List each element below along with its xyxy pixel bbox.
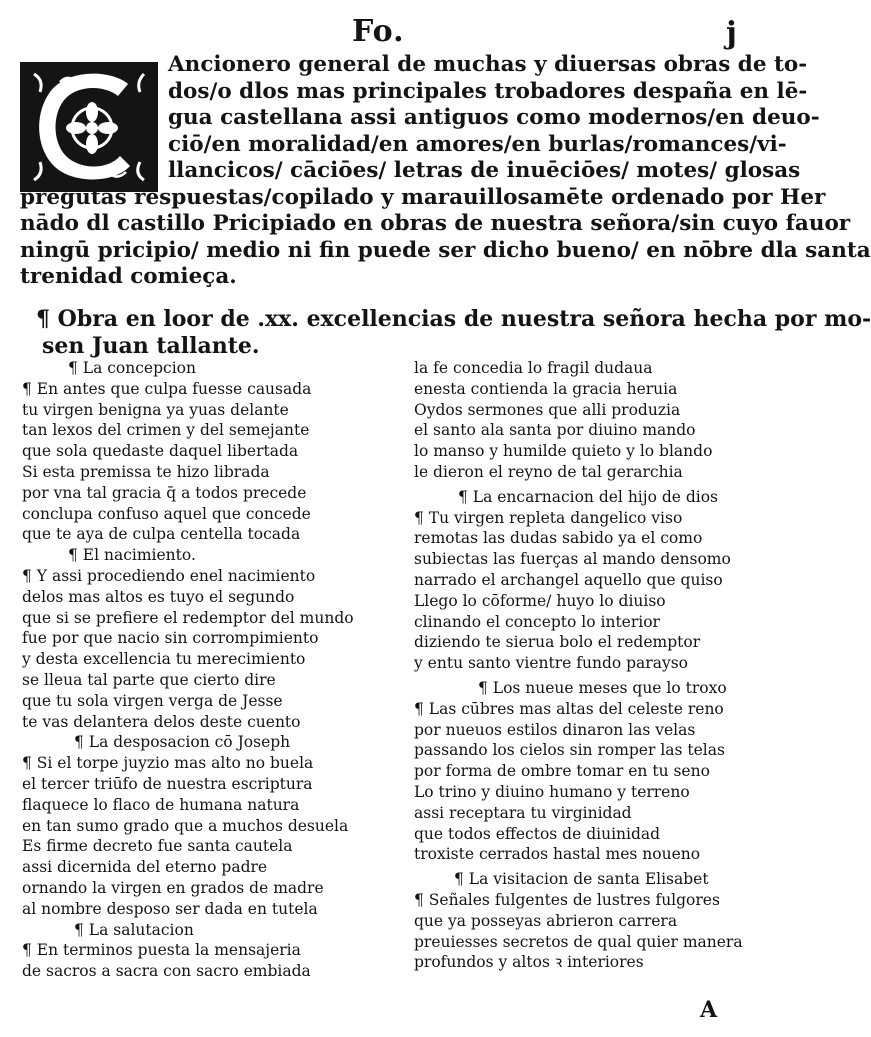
- verse-line: que todos effectos de diuinidad: [414, 824, 661, 843]
- verse-line: ¶ Y assi procediendo enel nacimiento: [22, 566, 316, 585]
- verse-line: assi receptara tu virginidad: [414, 803, 632, 822]
- verse-line: Lo trino y diuino humano y terreno: [414, 782, 690, 801]
- section-heading: ¶ La salutacion: [74, 920, 194, 939]
- intro-line: gua castellana assi antiguos como modernos/en deuo-: [168, 105, 820, 130]
- verse-line: ¶ Las cūbres mas altas del celeste reno: [414, 699, 724, 718]
- verse-line: enesta contienda la gracia heruia: [414, 379, 678, 398]
- verse-line: el tercer triūfo de nuestra escriptura: [22, 774, 313, 793]
- section-heading: ¶ La concepcion: [68, 359, 196, 377]
- verse-line: ¶ Tu virgen repleta dangelico viso: [414, 508, 683, 527]
- intro-line: llancicos/ cāciōes/ letras de inuēciōes/ motes/ glosas: [168, 158, 801, 183]
- verse-line: subiectas las fuerças al mando densomo: [414, 550, 731, 569]
- verse-line: clinando el concepto lo interior: [414, 612, 660, 631]
- verse-line: tan lexos del crimen y del semejante: [22, 421, 310, 440]
- verse-line: el santo ala santa por diuino mando: [414, 421, 696, 440]
- verse-line: tu virgen benigna ya yuas delante: [22, 400, 289, 419]
- right-column: [414, 358, 744, 973]
- verse-line: passando los cielos sin romper las telas: [414, 741, 725, 760]
- intro-line: ningū pricipio/ medio ni fin puede ser dicho bueno/ en nōbre dla santa: [20, 237, 871, 263]
- verse-line: que te aya de culpa centella tocada: [22, 525, 301, 544]
- section-heading: ¶ El nacimiento.: [68, 546, 196, 565]
- verse-line: ¶ Si el torpe juyzio mas alto no buela: [22, 754, 314, 773]
- verse-line: flaquece lo flaco de humana natura: [22, 795, 300, 814]
- left-column: [22, 358, 382, 982]
- verse-line: por forma de ombre tomar en tu seno: [414, 762, 710, 781]
- verse-line: narrado el archangel aquello que quiso: [414, 570, 723, 589]
- section-heading: ¶ Los nueue meses que lo troxo: [478, 678, 727, 697]
- intro-line: dos/o dlos mas principales trobadores despaña en lē-: [168, 78, 808, 104]
- verse-line: se lleua tal parte que cierto dire: [22, 670, 276, 689]
- folio-number: j: [726, 16, 737, 51]
- verse-line: preuiesses secretos de qual quier manera: [414, 932, 743, 951]
- verse-line: te vas delantera delos deste cuento: [22, 712, 301, 731]
- verse-line: que ya posseyas abrieron carrera: [414, 911, 678, 930]
- verse-line: troxiste cerrados hastal mes noueno: [414, 845, 701, 864]
- verse-line: fue por que nacio sin corrompimiento: [22, 629, 319, 648]
- verse-line: la fe concedia lo fragil dudaua: [414, 359, 653, 377]
- verse-line: ¶ En terminos puesta la mensajeria: [22, 941, 301, 960]
- work-title-line: ¶ Obra en loor de .xx. excellencias de nuestra señora hecha por mo-: [36, 306, 871, 332]
- intro-line: pregūtas respuestas/copilado y marauillosamēte ordenado por Her: [20, 184, 826, 210]
- verse-line: diziendo te sierua bolo el redemptor: [414, 633, 701, 652]
- intro-line: nādo dl castillo Pricipiado en obras de nuestra señora/sin cuyo fauor: [20, 211, 851, 236]
- verse-line: al nombre desposo ser dada en tutela: [22, 899, 318, 918]
- section-heading: ¶ La encarnacion del hijo de dios: [458, 487, 719, 506]
- verse-line: ¶ En antes que culpa fuesse causada: [22, 379, 312, 398]
- verse-line: por nueuos estilos dinaron las velas: [414, 720, 696, 739]
- section-heading: ¶ La visitacion de santa Elisabet: [454, 870, 709, 889]
- intro-line: ciō/en moralidad/en amores/en burlas/romances/vi-: [168, 131, 787, 157]
- incipit-paragraph: [20, 52, 871, 291]
- verse-line: Es firme decreto fue santa cautela: [22, 837, 293, 856]
- verse-line: que tu sola virgen verga de Jesse: [22, 691, 283, 710]
- verse-line: que si se prefiere el redemptor del mundo: [22, 608, 354, 627]
- section-heading: ¶ La desposacion cō Joseph: [74, 733, 291, 752]
- verse-line: ¶ Señales fulgentes de lustres fulgores: [414, 890, 720, 909]
- signature-mark: A: [700, 997, 718, 1023]
- verse-line: Llego lo cōforme/ huyo lo diuiso: [414, 591, 666, 610]
- verse-line: en tan sumo grado que a muchos desuela: [22, 816, 349, 835]
- verse-line: que sola quedaste daquel libertada: [22, 442, 299, 461]
- verse-line: delos mas altos es tuyo el segundo: [22, 587, 295, 606]
- intro-line: Ancionero general de muchas y diuersas obras de to-: [168, 52, 808, 77]
- verse-line: ornando la virgen en grados de madre: [22, 878, 324, 897]
- verse-line: de sacros a sacra con sacro embiada: [22, 962, 311, 981]
- verse-line: por vna tal gracia q̄ a todos precede: [22, 483, 307, 502]
- work-title-line: sen Juan tallante.: [42, 333, 260, 359]
- verse-line: y desta excellencia tu merecimiento: [22, 650, 306, 669]
- verse-line: remotas las dudas sabido ya el como: [414, 529, 703, 548]
- verse-line: assi dicernida del eterno padre: [22, 858, 268, 877]
- verse-line: Oydos sermones que alli produzia: [414, 400, 681, 419]
- work-title: [36, 306, 871, 360]
- intro-line: trenidad comieça.: [20, 264, 237, 289]
- verse-line: profundos y altos ꝛ interiores: [414, 953, 644, 972]
- verse-line: lo manso y humilde quieto y lo blando: [414, 442, 713, 461]
- verse-line: conclupa confuso aquel que concede: [22, 504, 311, 523]
- verse-line: le dieron el reyno de tal gerarchia: [414, 462, 683, 481]
- verse-line: y entu santo vientre fundo parayso: [414, 654, 688, 673]
- folio-label: Fo.: [352, 14, 405, 49]
- verse-line: Si esta premissa te hizo librada: [22, 462, 270, 481]
